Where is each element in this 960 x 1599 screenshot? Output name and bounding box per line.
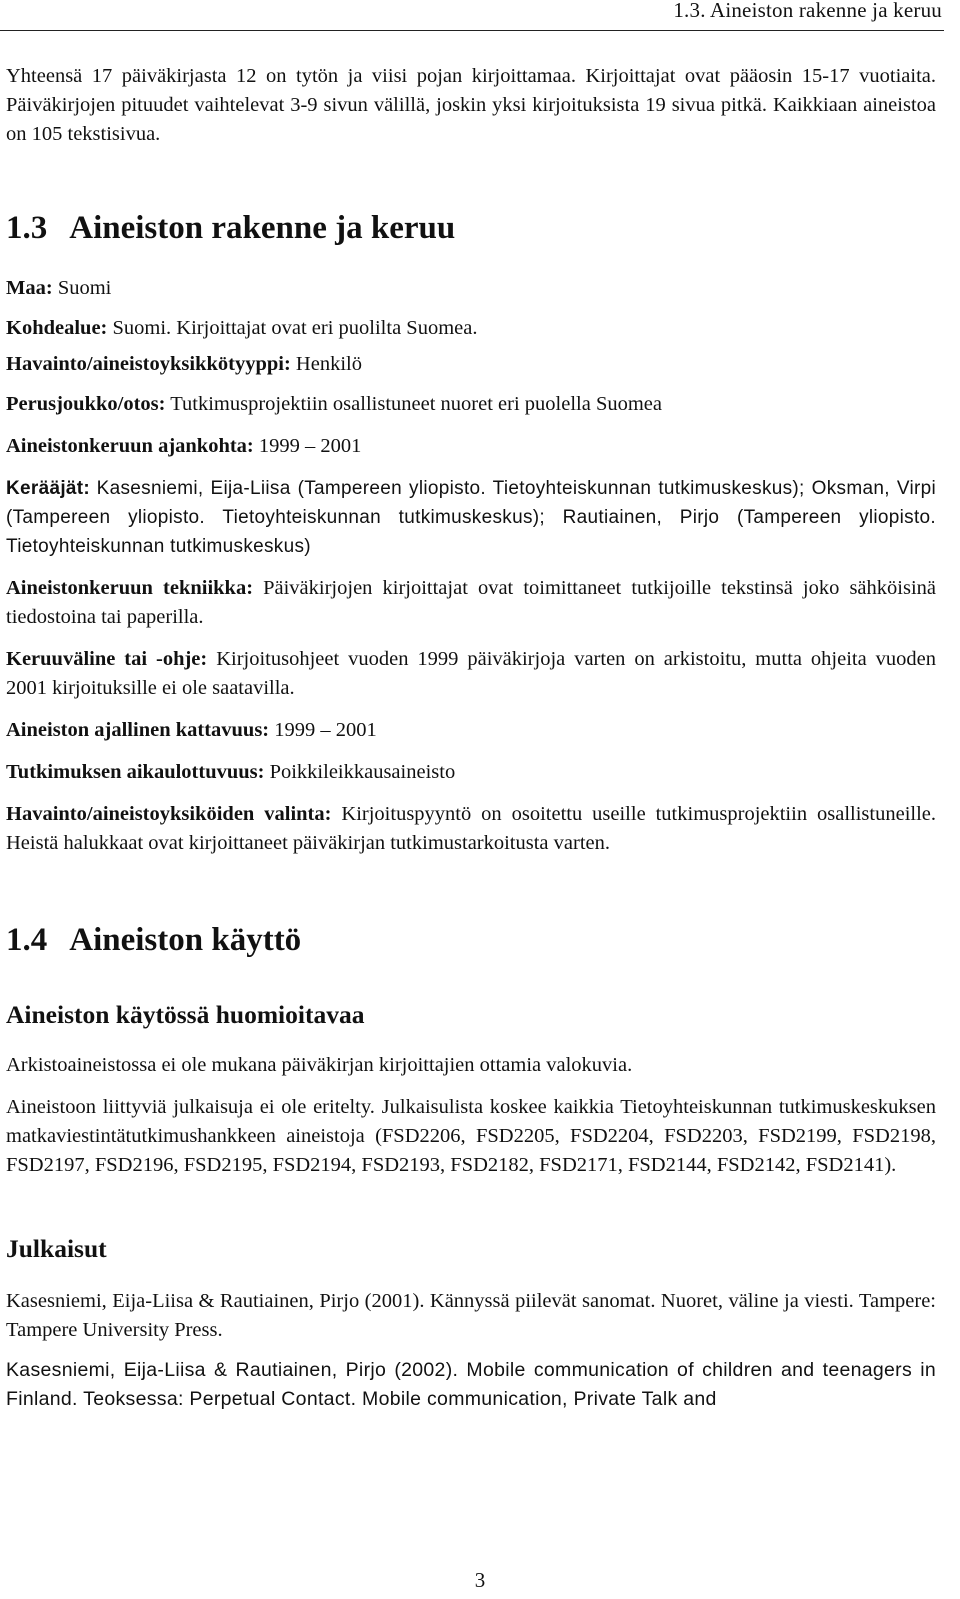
field-aikaulottuvuus [6,758,936,787]
field-label: Havainto/aineistoyksiköiden valinta: [6,803,332,825]
running-header: 1.3. Aineiston rakenne ja keruu [673,0,942,22]
field-value: 1999 – 2001 [274,719,377,741]
field-perusjoukko [6,390,936,419]
publication-item: Kasesniemi, Eija-Liisa & Rautiainen, Pirjo (2001). Kännyssä piilevät sanomat. Nuoret, väline ja viesti. Tampere: Tampere University Press. [6,1290,936,1341]
subsection-heading: Aineiston käytössä huomioitavaa [6,1000,365,1029]
publications-heading: Julkaisut [6,1234,107,1263]
field-maa [6,274,936,303]
usage-paragraph-1: Arkistoaineistossa ei ole mukana päiväkirjan kirjoittajien ottamia valokuvia. [6,1054,633,1076]
field-label: Maa: [6,277,53,299]
field-value: Poikkileikkausaineisto [269,761,456,783]
field-value: Suomi [57,277,112,299]
field-value: Päiväkirjojen kirjoittajat ovat toimittaneet tutkijoille tekstinsä joko sähköisinä tiedostoina tai paperilla. [6,577,937,628]
field-label: Kohdealue: [6,317,108,339]
field-keraajat [6,474,936,561]
section-heading-1-3 [6,208,936,248]
field-kohdealue [6,314,936,343]
field-value: Henkilö [295,353,362,375]
section-heading-1-4 [6,920,936,960]
section-title: Aineiston käyttö [69,922,302,958]
field-label: Keruuväline tai -ohje: [6,648,208,670]
section-title: Aineiston rakenne ja keruu [69,210,456,246]
publication-item: Kasesniemi, Eija-Liisa & Rautiainen, Pirjo (2002). Mobile communication of children and teenagers in Finland. Teoksessa: Perpetual Contact. Mobile communication, Private Talk and [6,1359,936,1410]
field-value: 1999 – 2001 [258,435,362,457]
field-valinta [6,800,936,858]
field-label: Aineiston ajallinen kattavuus: [6,719,270,741]
section-number: 1.4 [6,922,48,958]
field-value: Kirjoituspyyntö on osoitettu useille tutkimusprojektiin osallistuneille. Heistä halukkaat ovat kirjoittaneet päiväkirjan tutkimustarkoitusta varten. [6,803,937,854]
field-value: Suomi. Kirjoittajat ovat eri puolilta Suomea. [112,317,478,339]
page-content [6,62,936,1414]
intro-paragraph: Yhteensä 17 päiväkirjasta 12 on tytön ja viisi pojan kirjoittamaa. Kirjoittajat ovat pääosin 15-17 vuotiaita. Päiväkirjojen pituudet vaihtelevat 3-9 sivun välillä, joskin yksi kirjoituksista 19 sivua pitkä. Kaikkiaan aineistoa on 105 tekstisivua. [6,65,936,145]
field-ajankohta [6,432,936,461]
field-label: Perusjoukko/otos: [6,393,166,415]
usage-paragraph-2: Aineistoon liittyviä julkaisuja ei ole eritelty. Julkaisulista koskee kaikkia Tietoyhteiskunnan tutkimuskeskuksen matkaviestintätutkimushankkeen aineistoja (FSD2206, FSD2205, FSD2204, FSD2203, FSD2199, FSD2198, FSD2197, FSD2196, FSD2195, FSD2194, FSD2193, FSD2182, FSD2171, FSD2144, FSD2142, FSD2141). [6,1096,936,1176]
field-havaintoyksikko [6,350,936,379]
header-rule [0,30,944,31]
field-tekniikka [6,574,936,632]
field-keruuvaline [6,645,936,703]
field-label: Aineistonkeruun tekniikka: [6,577,254,599]
field-label: Aineistonkeruun ajankohta: [6,435,254,457]
field-value: Kirjoitusohjeet vuoden 1999 päiväkirjoja varten on arkistoitu, mutta ohjeita vuoden 2001 kirjoituksille ei ole saatavilla. [6,648,937,699]
field-value: Kasesniemi, Eija-Liisa (Tampereen yliopisto. Tietoyhteiskunnan tutkimuskeskus); Oksman, Virpi (Tampereen yliopisto. Tietoyhteiskunnan tutkimuskeskus); Rautiainen, Pirjo (Tampereen yliopisto. Tietoyhteiskunnan tutkimuskeskus) [6,478,937,557]
page-number: 3 [474,1568,486,1592]
field-label: Havainto/aineistoyksikkötyyppi: [6,353,291,375]
field-value: Tutkimusprojektiin osallistuneet nuoret eri puolella Suomea [170,393,662,415]
field-kattavuus [6,716,936,745]
section-number: 1.3 [6,210,48,246]
field-label: Kerääjät: [6,478,91,499]
field-label: Tutkimuksen aikaulottuvuus: [6,761,265,783]
